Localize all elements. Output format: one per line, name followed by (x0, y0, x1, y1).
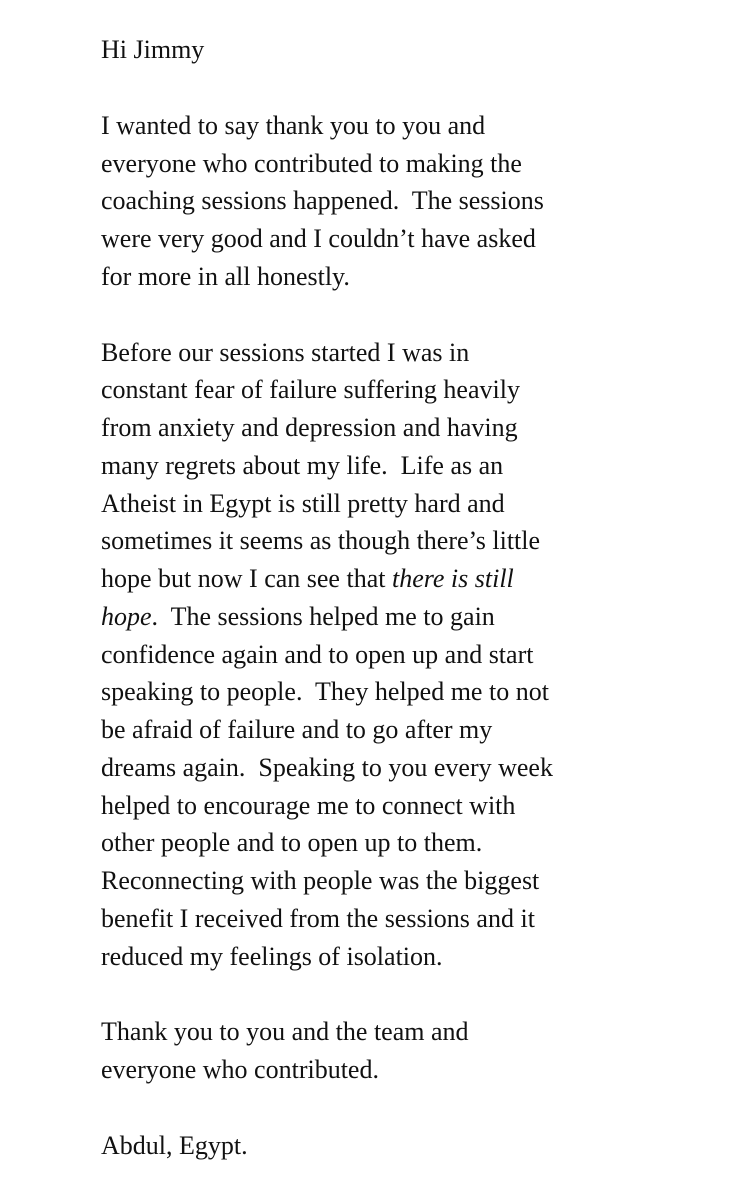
text-line: speaking to people. They helped me to not (101, 677, 549, 707)
thank-you-paragraph (101, 107, 661, 296)
text-line (101, 560, 661, 598)
text-line: for more in all honestly. (101, 261, 350, 291)
text-line: many regrets about my life. Life as an (101, 450, 504, 480)
text-line: helped to encourage me to connect with (101, 790, 516, 820)
emphasis-text: hope (101, 601, 152, 631)
emphasis-text: there is still (391, 564, 514, 593)
text-line: I wanted to say thank you to you and (101, 110, 486, 140)
letter-body (101, 31, 661, 1165)
text-line: sometimes it seems as though there’s little (101, 526, 541, 556)
text-line: be afraid of failure and to go after my (101, 715, 493, 744)
text-line: coaching sessions happened. The sessions (101, 186, 544, 216)
text-line: confidence again and to open up and start (101, 639, 534, 669)
experience-paragraph (101, 334, 661, 976)
paragraph-gap (101, 69, 661, 107)
closing-paragraph (101, 1013, 661, 1089)
text-line: everyone who contributed to making the (101, 148, 522, 178)
text-line: Thank you to you and the team and (101, 1017, 469, 1047)
text-line: reduced my feelings of isolation. (101, 941, 443, 971)
signature-paragraph (101, 1127, 661, 1165)
text-line: dreams again. Speaking to you every week (101, 752, 553, 782)
greeting-paragraph (101, 31, 661, 69)
text-line: Atheist in Egypt is still pretty hard and (101, 488, 505, 518)
text-line: from anxiety and depression and having (101, 413, 518, 442)
text-fragment: . The sessions helped me to gain (151, 601, 495, 631)
greeting: Hi Jimmy (101, 35, 205, 64)
text-line: constant fear of failure suffering heavily (101, 375, 520, 405)
text-line: everyone who contributed. (101, 1055, 379, 1084)
paragraph-gap (101, 975, 661, 1013)
signature: Abdul, Egypt. (101, 1130, 248, 1160)
paragraph-gap (101, 296, 661, 334)
text-line: other people and to open up to them. (101, 828, 483, 858)
text-line: Before our sessions started I was in (101, 337, 470, 367)
text-fragment: hope but now I can see that (101, 564, 392, 593)
text-line: benefit I received from the sessions and it (101, 903, 535, 933)
text-line (101, 598, 661, 636)
text-line: were very good and I couldn’t have asked (101, 224, 536, 253)
text-line: Reconnecting with people was the biggest (101, 866, 540, 895)
paragraph-gap (101, 1089, 661, 1127)
